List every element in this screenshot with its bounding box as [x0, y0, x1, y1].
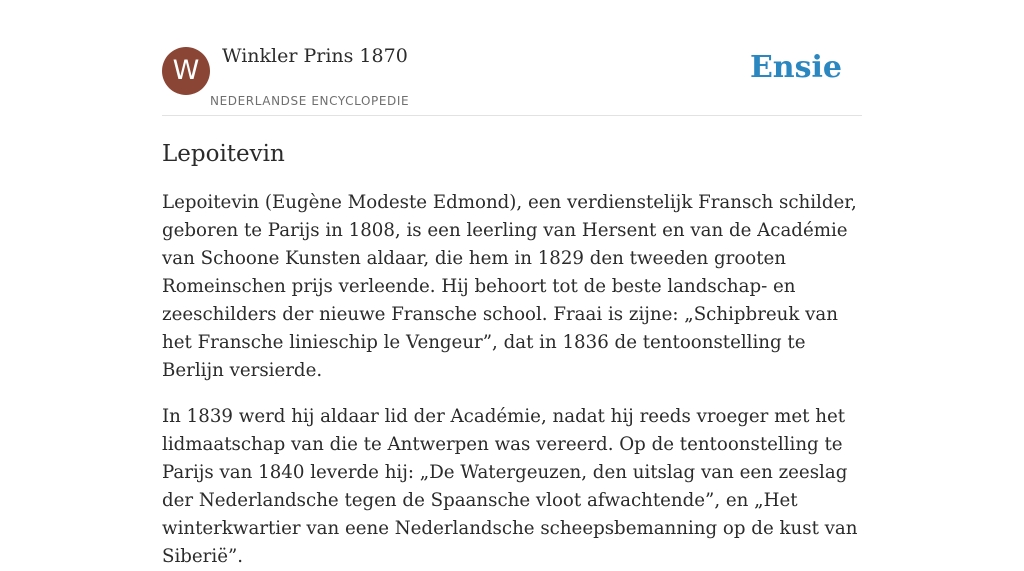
source-subtitle: NEDERLANDSE ENCYCLOPEDIE	[210, 94, 410, 108]
source-title-link[interactable]: Winkler Prins 1870	[222, 45, 408, 67]
article-paragraph: Lepoitevin (Eugène Modeste Edmond), een verdienstelijk Fransch schilder, geboren te Parijs in 1808, is een leerling van Hersent en van de Académie van Schoone Kunsten aldaar, die hem in 1829 den tweeden grooten Romeinschen prijs verleende. Hij behoort tot de beste landschap- en zeeschilders der nieuwe Fransche school. Fraai is zijne: „Schipbreuk van het Fransche linieschip le Vengeur”, dat in 1836 de tentoonstelling te Berlijn versierde.	[162, 192, 857, 381]
source-avatar[interactable]: W	[162, 47, 210, 95]
article-title: Lepoitevin	[162, 141, 285, 167]
article	[162, 138, 862, 571]
ensie-logo-link[interactable]: Ensie	[749, 50, 842, 85]
header	[162, 0, 862, 116]
article-paragraph: In 1839 werd hij aldaar lid der Académie, nadat hij reeds vroeger met het lidmaatschap van die te Antwerpen was vereerd. Op de tentoonstelling te Parijs van 1840 leverde hij: „De Watergeuzen, den uitslag van een zeeslag der Nederlandsche tegen de Spaansche vloot afwachtende”, en „Het winterkwartier van eene Nederlandsche scheepsbemanning op de kust van Siberië”.	[162, 406, 858, 567]
